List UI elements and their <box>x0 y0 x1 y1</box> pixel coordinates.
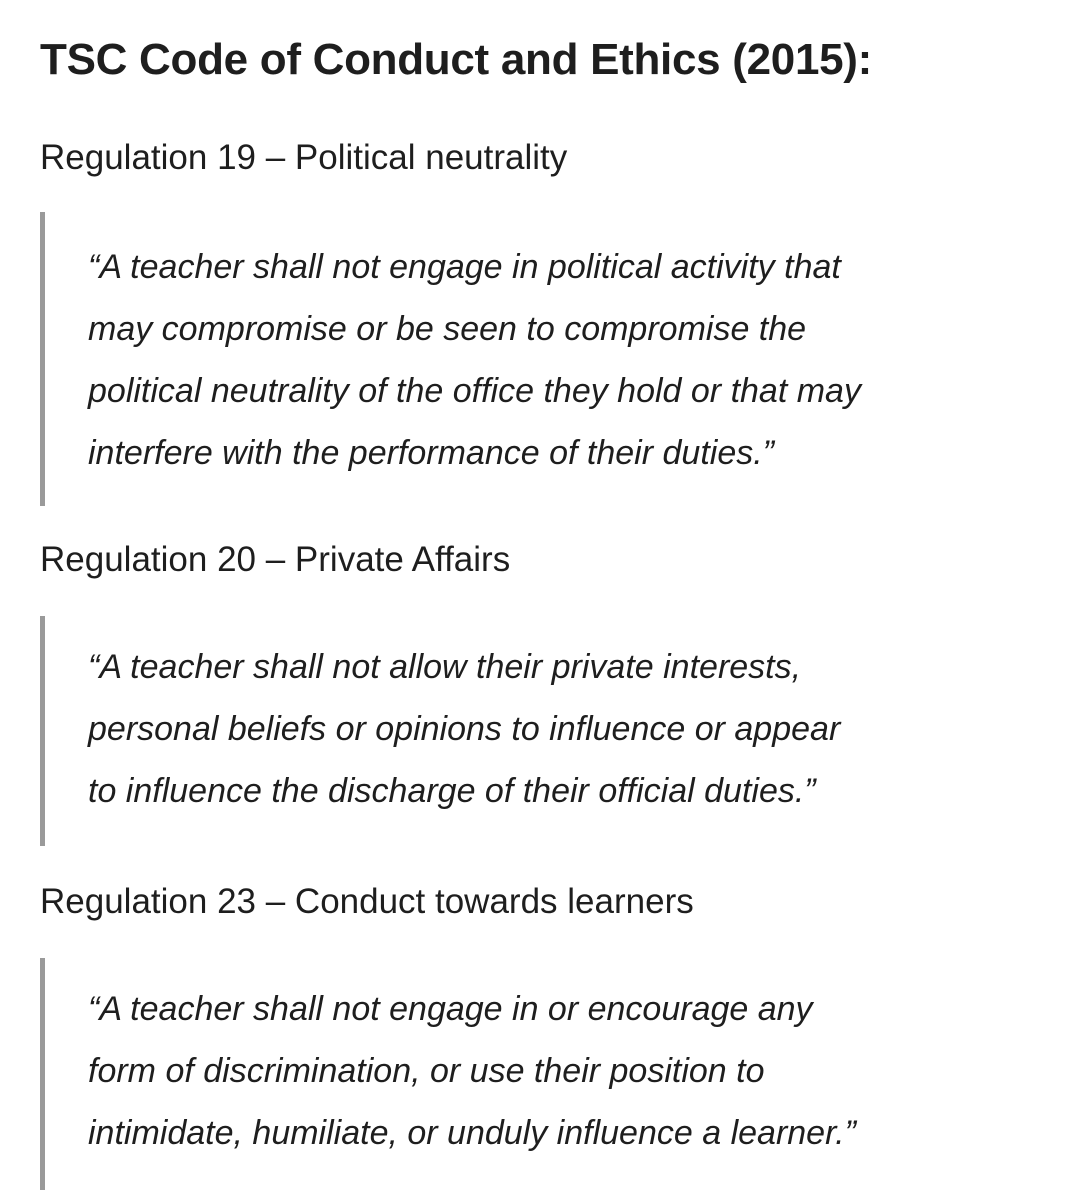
quote-bar <box>40 212 45 506</box>
regulation-19-heading: Regulation 19 – Political neutrality <box>40 138 568 177</box>
regulation-20-quote <box>40 616 1040 846</box>
regulation-20-quote-text <box>40 616 1040 822</box>
quote-line: “A teacher shall not engage in political activity that <box>88 248 841 286</box>
quote-line: interfere with the performance of their duties.” <box>88 434 774 472</box>
quote-line: “A teacher shall not allow their private interests, <box>88 648 802 686</box>
regulation-23-quote-text <box>40 958 1040 1164</box>
quote-bar <box>40 616 45 846</box>
regulation-23-quote <box>40 958 1040 1190</box>
quote-line: personal beliefs or opinions to influence or appear <box>88 710 841 748</box>
quote-line: “A teacher shall not engage in or encourage any <box>88 990 813 1028</box>
regulation-19-quote-text <box>40 212 1040 484</box>
regulation-23-heading: Regulation 23 – Conduct towards learners <box>40 882 694 921</box>
quote-line: form of discrimination, or use their position to <box>88 1052 765 1090</box>
quote-line: to influence the discharge of their official duties.” <box>88 772 816 810</box>
regulation-19-quote <box>40 212 1040 506</box>
quote-line: intimidate, humiliate, or unduly influence a learner.” <box>88 1114 856 1152</box>
page-title: TSC Code of Conduct and Ethics (2015): <box>40 35 872 84</box>
regulation-20-heading: Regulation 20 – Private Affairs <box>40 540 511 579</box>
quote-bar <box>40 958 45 1190</box>
quote-line: political neutrality of the office they hold or that may <box>88 372 861 410</box>
quote-line: may compromise or be seen to compromise the <box>88 310 807 348</box>
